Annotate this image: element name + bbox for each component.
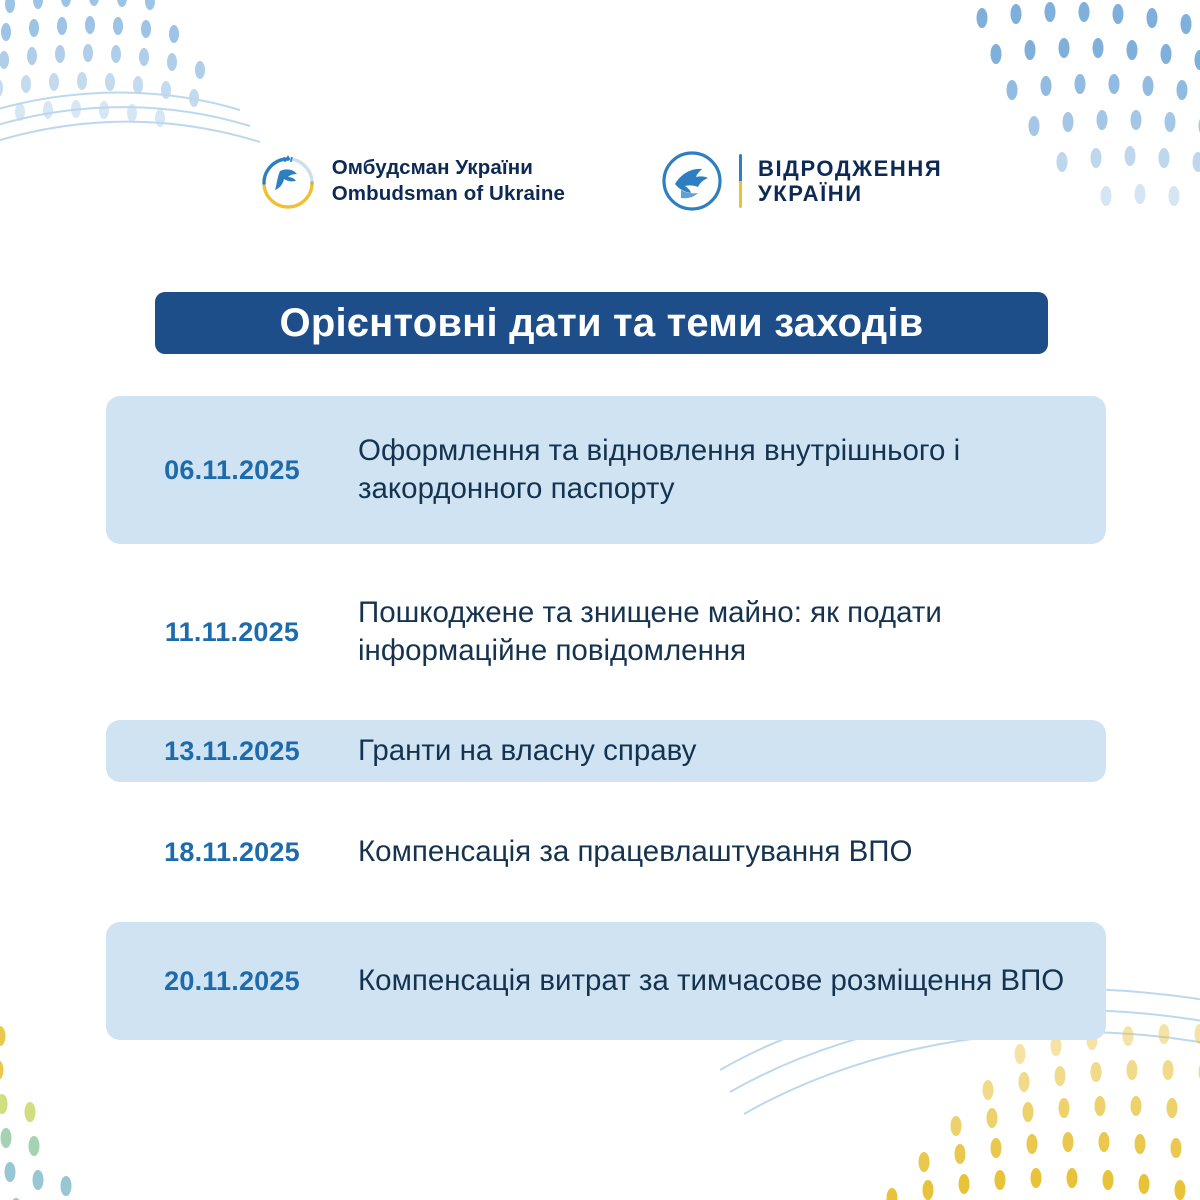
- page-title: [155, 292, 1048, 354]
- schedule-list: [106, 396, 1106, 1054]
- page-title-text: Орієнтовні дати та теми заходів: [279, 300, 924, 345]
- logo-divider: [739, 154, 742, 208]
- event-topic: Компенсація витрат за тимчасове розміщення ВПО: [358, 964, 1065, 998]
- list-item: [106, 720, 1106, 782]
- ombudsman-logo: [258, 151, 565, 211]
- list-item: [106, 558, 1106, 706]
- vidrodzhennia-title-line2: УКРАЇНИ: [757, 181, 863, 206]
- ombudsman-dove-trident-icon: [258, 151, 318, 211]
- event-topic: Компенсація за працевлаштування ВПО: [358, 835, 913, 869]
- bird-circle-icon: [661, 150, 723, 212]
- list-item: [106, 796, 1106, 908]
- logo-row: [0, 150, 1200, 212]
- ombudsman-title-en: Ombudsman of Ukraine: [331, 182, 565, 205]
- event-topic: Пошкоджене та знищене майно: як подати інформаційне повідомлення: [358, 596, 942, 667]
- vidrodzhennia-title-line1: ВІДРОДЖЕННЯ: [757, 155, 943, 181]
- vidrodzhennia-logo: [661, 150, 942, 212]
- event-date: 06.11.2025: [164, 454, 300, 485]
- event-topic: Гранти на власну справу: [358, 734, 697, 768]
- event-date: 18.11.2025: [164, 836, 300, 867]
- list-item: [106, 396, 1106, 544]
- event-date: 20.11.2025: [164, 965, 300, 996]
- event-date: 13.11.2025: [164, 735, 300, 766]
- list-item: [106, 922, 1106, 1040]
- event-topic: Оформлення та відновлення внутрішнього і закордонного паспорту: [358, 434, 961, 505]
- ombudsman-title-uk: Омбудсман України: [331, 155, 533, 179]
- decorative-dots-top-right: [930, 0, 1200, 270]
- event-date: 11.11.2025: [164, 616, 300, 647]
